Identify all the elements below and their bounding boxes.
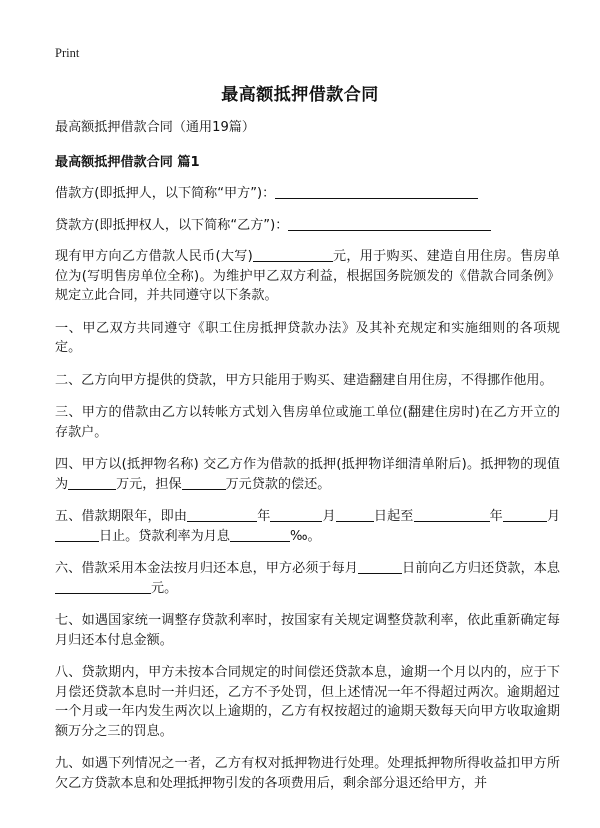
document-body (55, 118, 560, 806)
document-title: 最高额抵押借款合同 (221, 85, 379, 105)
borrower-label: 借款方(即抵押人，以下简称“甲方”)： (55, 186, 276, 201)
borrower-line (55, 184, 560, 204)
lender-line (55, 216, 560, 236)
clause-5-text-8: ‰。 (289, 528, 321, 544)
clause-4-text-1: 四、甲方以(抵押物名称) 交乙方作为借款的抵押(抵押物详细清单附后)。抵押物的现值为 (55, 457, 560, 492)
clause-3: 三、甲方的借款由乙方以转帐方式划入售房单位或施工单位(翻建住房时)在乙方开立的存款户。 (55, 405, 560, 440)
section-heading: 最高额抵押借款合同 篇1 (55, 154, 200, 170)
clause-5-text-5: 年 (489, 509, 503, 524)
collateral-value-blank (68, 475, 116, 490)
clause-2: 二、乙方向甲方提供的贷款，甲方只能用于购买、建造翻建自用住房，不得挪作他用。 (55, 372, 553, 388)
clause-6-text-2: 日前向乙方归还贷款，本息 (401, 561, 561, 576)
start-month-blank (270, 507, 322, 522)
clause-6 (55, 559, 560, 598)
repayment-day-blank (358, 559, 402, 574)
borrower-name-blank (275, 184, 478, 199)
preamble-text-2: 元，用于购买、建造自用住房。售房单位为(写明售房单位全称)。为维护甲乙双方利益，根据国务院颁发的《借款合同条例》规定立此合同，并共同遵守以下条款。 (55, 249, 561, 303)
guarantee-amount-blank (182, 475, 226, 490)
clause-5-text-4: 日起至 (373, 509, 414, 524)
print-link[interactable]: Print (55, 46, 80, 60)
clause-9: 九、如遇下列情况之一者，乙方有权对抵押物进行处理。处理抵押物所得收益扣甲方所欠乙方贷款本息和处理抵押物引发的各项费用后，剩余部分退还给甲方，并 (55, 756, 560, 791)
interest-rate-blank (230, 527, 290, 542)
clause-4 (55, 455, 560, 494)
clause-5-text-1: 五、借款期限年，即由 (55, 509, 188, 524)
end-year-blank (414, 507, 490, 522)
clause-8: 八、贷款期内，甲方未按本合同规定的时间偿还贷款本息，逾期一个月以内的，应于下月偿还贷款本息时一并归还，乙方不予处罚，但上述情况一年不得超过两次。逾期超过一个月或一年内发生两次以上逾期的，乙方有权按超过的逾期天数每天向甲方收取逾期额万分之三的罚息。 (55, 665, 560, 739)
clause-6-text-3: 元。 (151, 580, 178, 596)
end-day-blank (55, 527, 99, 542)
document-subtitle: 最高额抵押借款合同（通用19篇） (55, 120, 255, 135)
clause-5-text-7: 日止。贷款利率为月息 (99, 528, 230, 544)
end-month-blank (503, 507, 547, 522)
clause-4-text-3: 万元贷款的偿还。 (225, 476, 331, 492)
preamble-paragraph (55, 247, 560, 306)
start-year-blank (187, 507, 257, 522)
lender-label: 贷款方(即抵押权人，以下简称“乙方”)： (55, 217, 289, 233)
clause-5-text-3: 月 (322, 509, 336, 524)
clause-1: 一、甲乙双方共同遵守《职工住房抵押贷款办法》及其补充规定和实施细则的各项规定。 (55, 320, 560, 355)
clause-5-text-6: 月 (546, 509, 561, 524)
start-day-blank (336, 507, 374, 522)
clause-6-text-1: 六、借款采用本金法按月归还本息，甲方必须于每月 (55, 561, 358, 576)
loan-amount-blank (253, 247, 333, 262)
clause-7: 七、如遇国家统一调整存贷款利率时，按国家有关规定调整贷款利率，依此重新确定每月归还本付息金额。 (55, 613, 560, 648)
preamble-text-1: 现有甲方向乙方借款人民币(大写) (55, 249, 253, 264)
lender-name-blank (288, 216, 491, 231)
clause-5 (55, 507, 560, 546)
clause-5-text-2: 年 (257, 509, 271, 524)
installment-amount-blank (55, 579, 151, 594)
clause-4-text-2: 万元，担保 (116, 476, 182, 492)
